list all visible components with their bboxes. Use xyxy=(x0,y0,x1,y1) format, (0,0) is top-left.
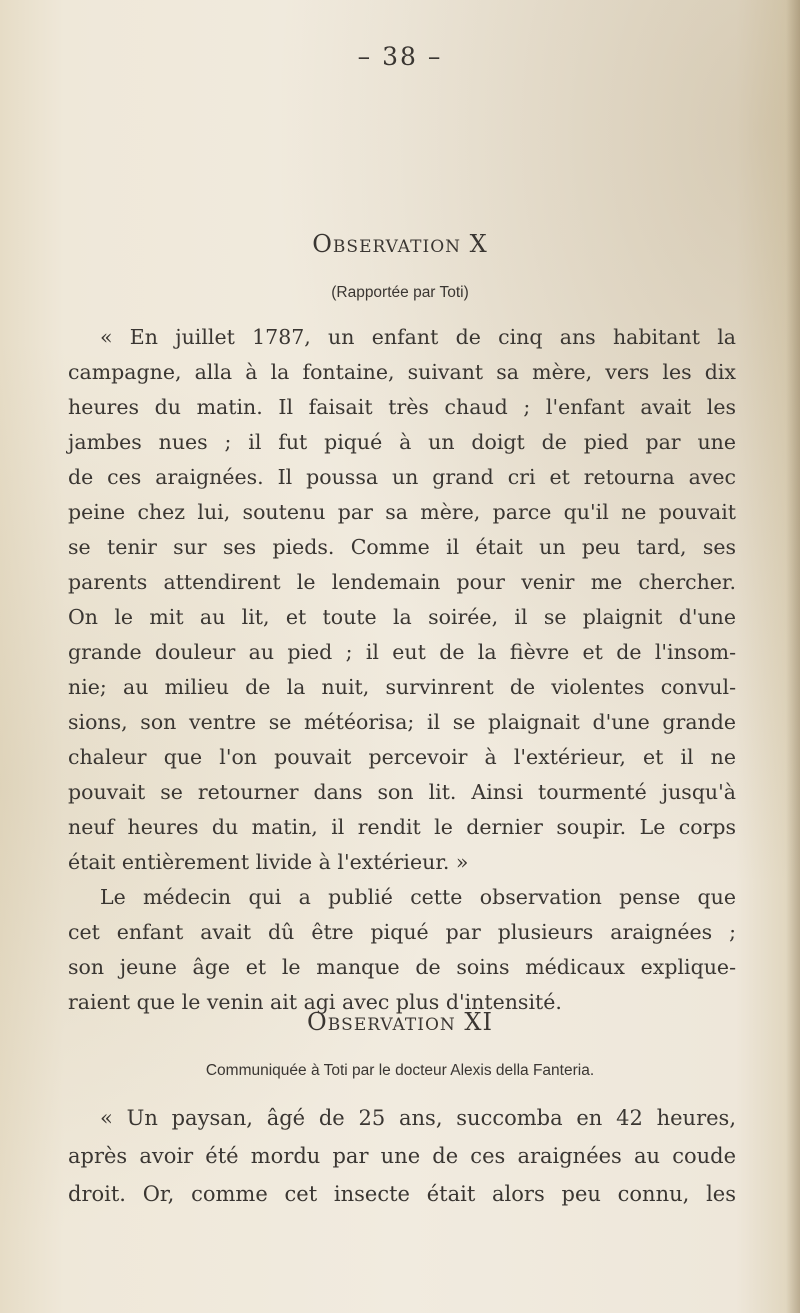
text-line: neuf heures du matin, il rendit le dernier soupir. Le corps xyxy=(68,815,736,839)
text-line: droit. Or, comme cet insecte était alors peu connu, les xyxy=(68,1182,736,1206)
text-line: heures du matin. Il faisait très chaud ; l'enfant avait les xyxy=(68,395,736,419)
text-line: son jeune âge et le manque de soins médicaux explique- xyxy=(68,955,736,979)
text-line: pouvait se retourner dans son lit. Ainsi tourmenté jusqu'à xyxy=(68,780,736,804)
page-number: – 38 – xyxy=(357,42,443,71)
text-line: de ces araignées. Il poussa un grand cri et retourna avec xyxy=(68,465,736,489)
observation-xi-source: Communiquée à Toti par le docteur Alexis della Fanteria. xyxy=(205,1062,595,1079)
observation-x-source: (Rapportée par Toti) xyxy=(331,284,469,301)
text-line: campagne, alla à la fontaine, suivant sa mère, vers les dix xyxy=(68,360,736,384)
observation-x-body xyxy=(68,320,736,1020)
text-line: grande douleur au pied ; il eut de la fièvre et de l'insom- xyxy=(68,640,736,664)
text-line: jambes nues ; il fut piqué à un doigt de pied par une xyxy=(68,430,736,454)
text-line: On le mit au lit, et toute la soirée, il se plaignit d'une xyxy=(68,605,736,629)
observation-xi-heading: Observation XI xyxy=(307,1008,493,1036)
text-line: « Un paysan, âgé de 25 ans, succomba en 42 heures, xyxy=(100,1106,736,1130)
text-line: sions, son ventre se météorisa; il se plaignait d'une grande xyxy=(68,710,736,734)
text-line: cet enfant avait dû être piqué par plusieurs araignées ; xyxy=(68,920,736,944)
text-line: raient que le venin ait agi avec plus d'intensité. xyxy=(68,990,562,1014)
text-line: se tenir sur ses pieds. Comme il était un peu tard, ses xyxy=(68,535,736,559)
observation-x-heading: Observation X xyxy=(312,230,488,258)
text-line: après avoir été mordu par une de ces araignées au coude xyxy=(68,1144,736,1168)
text-line: chaleur que l'on pouvait percevoir à l'extérieur, et il ne xyxy=(68,745,736,769)
text-line: parents attendirent le lendemain pour venir me chercher. xyxy=(68,570,736,594)
text-line: était entièrement livide à l'extérieur. » xyxy=(68,850,469,874)
text-line: « En juillet 1787, un enfant de cinq ans habitant la xyxy=(100,325,736,349)
observation-xi-body xyxy=(68,1099,736,1213)
text-line: nie; au milieu de la nuit, survinrent de violentes convul- xyxy=(68,675,736,699)
text-line: peine chez lui, soutenu par sa mère, parce qu'il ne pouvait xyxy=(68,500,736,524)
page-edge-shadow xyxy=(786,0,800,1313)
text-line: Le médecin qui a publié cette observation pense que xyxy=(100,885,736,909)
